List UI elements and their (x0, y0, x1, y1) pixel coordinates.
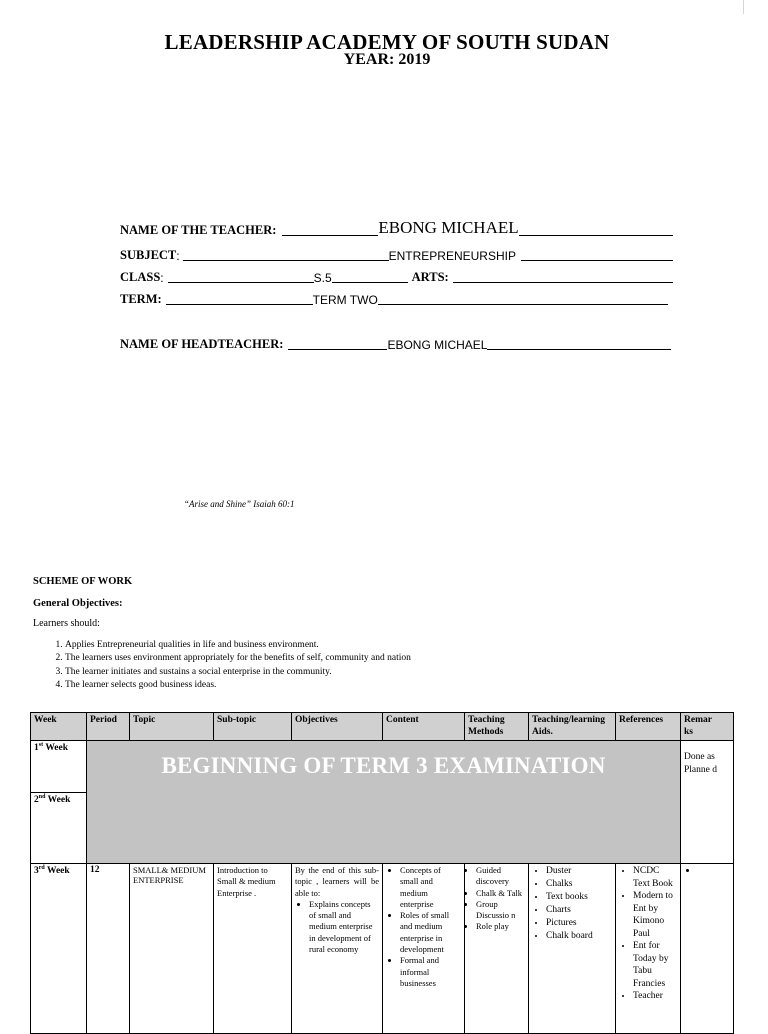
objectives-list (33, 639, 411, 692)
objectives-bullets (295, 899, 379, 955)
header-objectives: Objectives (292, 713, 383, 741)
list-item: • Charts (546, 904, 612, 917)
learners-should: Learners should: (33, 618, 100, 629)
exam-banner (87, 741, 681, 864)
headteacher-label: NAME OF HEADTEACHER: (120, 337, 284, 351)
scheme-table (30, 712, 734, 1034)
blank-line (487, 349, 671, 350)
teacher-row (120, 218, 673, 238)
table-row (31, 741, 734, 793)
list-item: • Pictures (546, 917, 612, 930)
list-item: • Modern to Ent by Kimono Paul (633, 890, 677, 940)
objectives-cell (292, 864, 383, 1034)
term-label: TERM: (120, 292, 162, 306)
list-item: • Chalk & Talk (476, 888, 525, 899)
remark-cell: Done as Planne d (681, 741, 734, 864)
school-year: YEAR: 2019 (343, 51, 431, 68)
list-item: • Guided discovery (476, 865, 525, 888)
arts-label: ARTS: (411, 270, 449, 284)
blank-line (521, 260, 673, 261)
general-objectives-heading: General Objectives: (33, 598, 123, 609)
subject-row: SUBJECT : ENTREPRENEURSHIP (120, 248, 673, 263)
headteacher-value: EBONG MICHAEL (387, 338, 488, 352)
header-teaching-methods: Teaching Methods (465, 713, 529, 741)
subtopic-cell: Introduction to Small & medium Enterprise . (214, 864, 292, 1034)
week-cell: 1st Week (31, 741, 87, 793)
list-item: • Chalks (546, 878, 612, 891)
blank-line (183, 260, 389, 261)
blank-line (166, 304, 313, 305)
list-item (698, 865, 730, 876)
list-item: • Formal and informal businesses (400, 955, 461, 989)
list-item: • Group Discussio n (476, 899, 525, 922)
references-cell (616, 864, 681, 1034)
objective-item: 1. Applies Entrepreneurial qualities in life and business environment. (65, 639, 411, 652)
header-period: Period (87, 713, 130, 741)
header-teaching-aids: Teaching/learning Aids. (529, 713, 616, 741)
objectives-intro: By the end of this sub-topic , learners will be able to: (295, 865, 379, 898)
period-cell: 12 (87, 864, 130, 1034)
header-week: Week (31, 713, 87, 741)
list-item: • Roles of small and medium enterprise in development (400, 910, 461, 955)
scheme-title: SCHEME OF WORK (33, 576, 133, 587)
blank-line (453, 282, 673, 283)
subject-value: ENTREPRENEURSHIP (388, 249, 516, 263)
header-subtopic: Sub-topic (214, 713, 292, 741)
methods-cell (465, 864, 529, 1034)
headteacher-row (120, 337, 671, 352)
week-cell: 2nd Week (31, 793, 87, 864)
term-row (120, 292, 673, 307)
term-value: TERM TWO (312, 293, 378, 307)
table-header-row (31, 713, 734, 741)
school-name: LEADERSHIP ACADEMY OF SOUTH SUDAN (164, 30, 610, 54)
blank-line (519, 235, 673, 236)
list-item: • Ent for Today by Tabu Francies (633, 940, 677, 990)
aids-cell (529, 864, 616, 1034)
list-item: • Explains concepts of small and medium enterprise in development of rural economy (309, 899, 379, 955)
subject-label: SUBJECT (120, 248, 177, 262)
list-item: • Text books (546, 891, 612, 904)
topic-cell: SMALL& MEDIUM ENTERPRISE (130, 864, 214, 1034)
blank-line (378, 304, 668, 305)
list-item: • Teacher (633, 990, 677, 1003)
list-item: • Chalk board (546, 930, 612, 943)
objective-item: 4. The learner selects good business ideas. (65, 679, 411, 692)
blank-line (168, 282, 314, 283)
week-cell: 3rd Week (31, 864, 87, 1034)
list-item: • Duster (546, 865, 612, 878)
exam-banner-text: BEGINNING OF TERM 3 EXAMINATION (161, 753, 606, 778)
header-references: References (616, 713, 681, 741)
objective-item: 3. The learner initiates and sustains a social enterprise in the community. (65, 666, 411, 679)
page-edge (743, 0, 744, 14)
header-content: Content (383, 713, 465, 741)
list-item: • NCDC Text Book (633, 865, 677, 890)
blank-line (282, 235, 378, 236)
objective-item: 2. The learners uses environment appropriately for the benefits of self, community and nation (65, 652, 411, 665)
remarks-cell (681, 864, 734, 1034)
header-topic: Topic (130, 713, 214, 741)
content-cell (383, 864, 465, 1034)
class-value: S.5 (313, 271, 332, 285)
list-item: • Concepts of small and medium enterprise (400, 865, 461, 910)
class-label: CLASS (120, 270, 161, 284)
teacher-label: NAME OF THE TEACHER: (120, 223, 277, 237)
table-row (31, 864, 734, 1034)
blank-line (332, 282, 408, 283)
list-item: • Role play (476, 921, 525, 932)
teacher-value: EBONG MICHAEL (378, 218, 519, 237)
class-row: CLASS : S.5 ARTS: (120, 270, 673, 285)
motto: “Arise and Shine” Isaiah 60:1 (184, 499, 295, 509)
header-remarks: Remar ks (681, 713, 734, 741)
blank-line (288, 349, 387, 350)
